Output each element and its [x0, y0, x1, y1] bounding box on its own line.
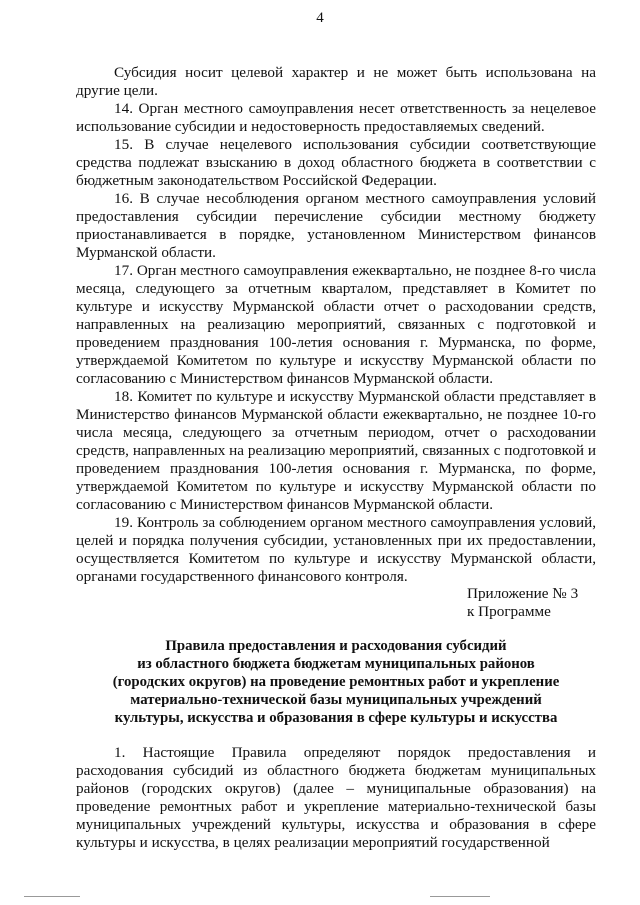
appendix-label	[467, 585, 617, 621]
paragraph-15: 15. В случае нецелевого использования субсидии соответствующие средства подлежат взысканию в доход областного бюджета в соответствии с бюджетным законодательством Российской Федерации.	[76, 136, 596, 189]
rules-title-line: из областного бюджета бюджетам муниципальных районов	[137, 656, 535, 672]
rules-title-line: культуры, искусства и образования в сфере культуры и искусства	[114, 710, 558, 726]
appendix-number: Приложение № 3	[467, 585, 579, 602]
rules-body	[76, 744, 596, 852]
appendix-program: к Программе	[467, 603, 551, 620]
paragraph-19: 19. Контроль за соблюдением органом местного самоуправления условий, целей и порядка получения субсидии, установленных при их предоставлении, осуществляется Комитетом по культуре и искусству Мурманской области, органами государственного финансового контроля.	[76, 514, 596, 585]
paragraph-16: 16. В случае несоблюдения органом местного самоуправления условий предоставления субсидии перечисление субсидии местному бюджету приостанавливается в порядке, установленном Министерством финансов Мурманской области.	[76, 190, 596, 261]
paragraph-subsidy-purpose: Субсидия носит целевой характер и не может быть использована на другие цели.	[76, 64, 596, 99]
rules-title-line: (городских округов) на проведение ремонтных работ и укрепление	[112, 674, 560, 690]
rules-title	[76, 637, 596, 727]
paragraph-18: 18. Комитет по культуре и искусству Мурманской области представляет в Министерство финансов Мурманской области ежеквартально, не позднее 10-го числа месяца, следующего за отчетным периодом, отчет о расходовании средств, направленных на реализацию мероприятий, связанных с подготовкой и проведением празднования 100-летия основания г. Мурманска, по форме, утверждаемой Комитетом по культуре и искусству Мурманской области по согласованию с Министерством финансов Мурманской области.	[76, 388, 596, 513]
rules-paragraph-1: 1. Настоящие Правила определяют порядок предоставления и расходования субсидий из областного бюджета бюджетам муниципальных районов (городских округов) (далее – муниципальные образования) на проведение ремонтных работ и укрепление материально-технической базы муниципальных учреждений культуры, искусства и образования в сфере культуры и искусства, в целях реализации мероприятий государственной	[76, 744, 596, 851]
document-body	[76, 64, 596, 586]
paragraph-14: 14. Орган местного самоуправления несет ответственность за нецелевое использование субсидии и недостоверность предоставляемых сведений.	[76, 100, 596, 135]
paragraph-17: 17. Орган местного самоуправления ежеквартально, не позднее 8-го числа месяца, следующего за отчетным кварталом, представляет в Комитет по культуре и искусству Мурманской области отчет о расходовании средств, направленных на реализацию мероприятий, связанных с подготовкой и проведением празднования 100-летия основания г. Мурманска, по форме, утверждаемой Комитетом по культуре и искусству Мурманской области по согласованию с Министерством финансов Мурманской области.	[76, 262, 596, 387]
scan-edge-mark	[430, 896, 490, 897]
scan-edge-mark	[24, 896, 80, 897]
rules-title-line: Правила предоставления и расходования субсидий	[165, 638, 507, 654]
page-number: 4	[316, 10, 324, 26]
rules-title-line: материально-технической базы муниципальных учреждений	[130, 692, 542, 708]
